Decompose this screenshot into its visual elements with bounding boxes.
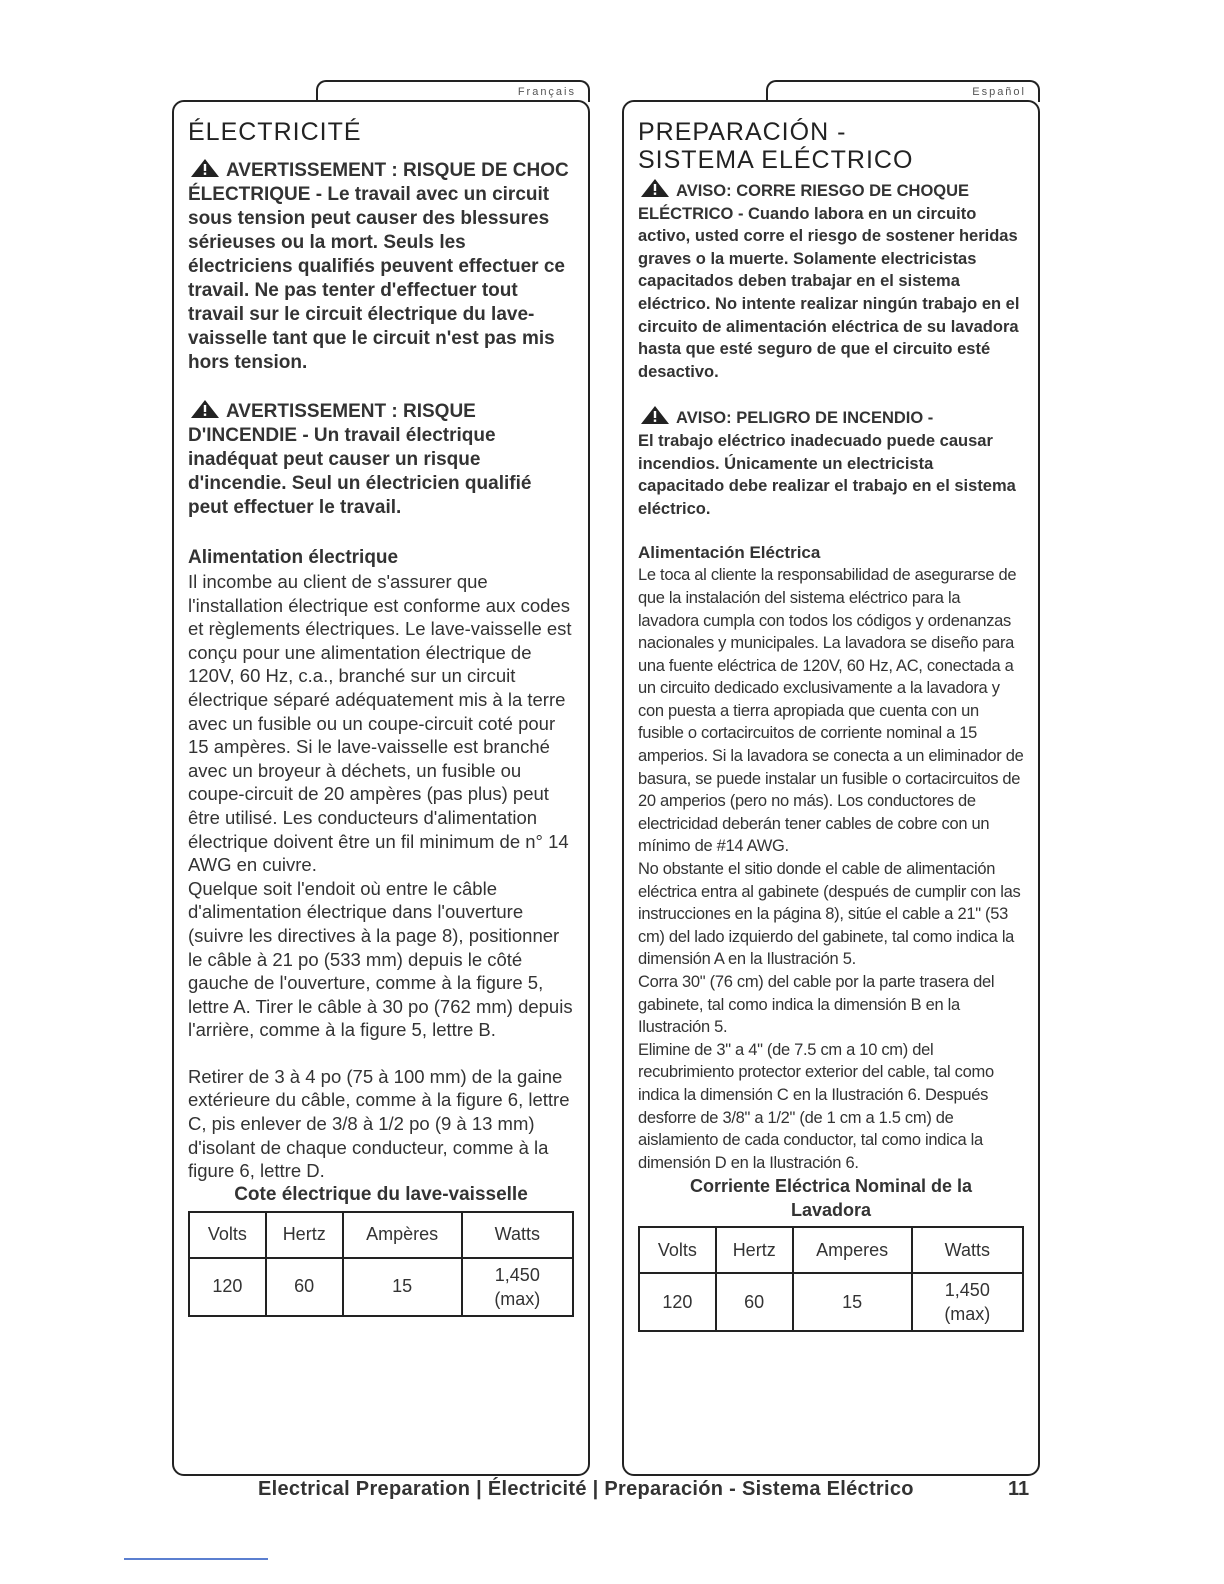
warning-triangle-icon xyxy=(188,399,222,419)
spanish-paragraph-1: Le toca al cliente la responsabilidad de asegurarse de que la instalación del sistema eléctrico para la lavadora cumpla con todos los códigos y ordenanzas nacionales y municipales. La lavadora se diseño para una fuente eléctrica de 120V, 60 Hz, AC, conectada a un circuito dedicado exclusivamente a la lavadora y con puesta a tierra apropiada que cuenta con un fusible o cortacircuitos de corriente nominal a 15 amperios. Si la lavadora se conecta a un eliminador de basura, se puede instalar un fusible o cortacircuitos de 20 amperios (pero no más). Los conductores de electricidad deberán tener cables de cobre con un mínimo de #14 AWG. No obstante el sitio donde el cable de alimentación eléctrica entra al gabinete (después de cumplir con las instrucciones en la página 8), sitúe el cable a 21" (53 cm) del lado izquierdo del gabinete, tal como indica la dimensión A en la Ilustración 5. Corra 30" (76 cm) del cable por la parte trasera del gabinete, tal como indica la dimensión B en la Ilustración 5. Elimine de 3" a 4" (de 7.5 cm a 10 cm) del recubrimiento protector exterior del cable, tal como indica la dimensión C en la Ilustración 6. Después desforre de 3/8" a 1/2" (de 1 cm a 1.5 cm) de aislamiento de cada conductor, tal como indica la dimensión D en la Ilustración 6. xyxy=(638,566,1024,1172)
table-row xyxy=(189,1258,573,1316)
warning-triangle-icon xyxy=(638,405,672,425)
spanish-language-label: Español xyxy=(972,86,1026,98)
french-warning-shock xyxy=(188,158,574,375)
warning-triangle-icon xyxy=(188,158,222,178)
table-row xyxy=(639,1227,1023,1273)
french-paragraph-1: Il incombe au client de s'assurer que l'installation électrique est conforme aux codes et règlements électriques. Le lave-vaisselle est conçu pour une alimentation électrique de 120V, 60 Hz, c.a., branché sur un circuit électrique séparé adéquatement mis à la terre avec un fusible ou un coupe-circuit coté pour 15 ampères. Si le lave-vaisselle est branché avec un broyeur à déchets, un fusible ou coupe-circuit de 20 ampères (pas plus) peut être utilisé. Les conducteurs d'alimentation électrique doivent être un fil minimum de n° 14 AWG en cuivre. Quelque soit l'endoit où entre le câble d'alimentation électrique dans l'ouverture (suivre les directives à la page 8), positionner le câble à 21 po (533 mm) depuis le côté gauche de l'ouverture, comme à la figure 5, lettre A. Tirer le câble à 30 po (762 mm) depuis l'arrière, comme à la figure 5, lettre B. xyxy=(188,571,573,1041)
spanish-table-title: Corriente Eléctrica Nominal de la Lavadora xyxy=(689,1176,973,1221)
spanish-rating-table xyxy=(638,1226,1024,1332)
table-row xyxy=(189,1212,573,1258)
spanish-warning-fire-text: El trabajo eléctrico inadecuado puede causar incendios. Únicamente un electricista capacitado debe realizar el trabajo en el sistema eléctrico. xyxy=(638,431,1016,518)
french-rating-table xyxy=(188,1211,574,1317)
table-header-cell: Amperes xyxy=(793,1227,912,1273)
table-header-cell: Watts xyxy=(912,1227,1023,1273)
spanish-column xyxy=(622,100,1040,1476)
french-table-title: Cote électrique du lave-vaisselle xyxy=(234,1183,528,1205)
table-cell: 60 xyxy=(716,1273,793,1331)
table-header-cell: Hertz xyxy=(716,1227,793,1273)
french-title: ÉLECTRICITÉ xyxy=(188,118,362,146)
french-warning-shock-text: - Le travail avec un circuit sous tension peut causer des blessures sérieuses ou la mort. Seuls les électriciens qualifiés peuvent effectuer ce travail. Ne pas tenter d'effectuer tout travail sur le circuit électrique du lave-vaisselle tant que le circuit n'est pas mis hors tension. xyxy=(188,184,565,373)
watts-max-note: (max) xyxy=(494,1288,541,1309)
french-language-label: Français xyxy=(517,86,576,98)
table-cell xyxy=(462,1258,573,1316)
watts-value: 1,450 xyxy=(944,1280,990,1301)
warning-triangle-icon xyxy=(638,178,672,198)
table-header-cell: Watts xyxy=(462,1212,573,1258)
spanish-warning-fire xyxy=(638,405,1024,520)
table-cell xyxy=(912,1273,1023,1331)
spanish-language-tab xyxy=(766,80,1040,102)
french-paragraph-2: Retirer de 3 à 4 po (75 à 100 mm) de la gaine extérieure du câble, comme à la figure 6, lettre C, pis enlever de 3/8 à 1/2 po (9 à 13 mm) d'isolant de chaque conducteur, comme à la figure 6, lettre D. xyxy=(188,1065,570,1182)
french-warning-fire-text: - Un travail électrique inadéquat peut causer un risque d'incendie. Seul un électricien qualifié peut effectuer le travail. xyxy=(188,425,532,518)
table-cell: 15 xyxy=(793,1273,912,1331)
table-cell: 60 xyxy=(266,1258,343,1316)
table-cell: 120 xyxy=(639,1273,716,1331)
table-cell: 120 xyxy=(189,1258,266,1316)
french-warning-fire xyxy=(188,399,574,520)
spanish-warning-shock xyxy=(638,178,1024,383)
spanish-title: PREPARACIÓN - SISTEMA ELÉCTRICO xyxy=(638,118,914,174)
table-header-cell: Hertz xyxy=(266,1212,343,1258)
page-footer: Electrical Preparation | Électricité | Preparación - Sistema Eléctrico xyxy=(258,1478,914,1500)
watts-value: 1,450 xyxy=(494,1264,540,1285)
table-cell: 15 xyxy=(343,1258,462,1316)
french-warning-fire-heading: AVERTISSEMENT : RISQUE D'INCENDIE xyxy=(188,401,476,446)
footer-divider xyxy=(124,1558,268,1560)
table-header-cell: Volts xyxy=(189,1212,266,1258)
french-warning-shock-heading: AVERTISSEMENT : RISQUE DE CHOC ÉLECTRIQUE xyxy=(188,160,569,205)
table-row xyxy=(639,1273,1023,1331)
table-header-cell: Volts xyxy=(639,1227,716,1273)
page-number: 11 xyxy=(1008,1478,1030,1500)
table-header-cell: Ampères xyxy=(343,1212,462,1258)
spanish-warning-shock-heading: AVISO: CORRE RIESGO DE CHOQUE ELÉCTRICO xyxy=(638,182,970,223)
spanish-warning-shock-text: - Cuando labora en un circuito activo, usted corre el riesgo de sostener heridas graves o la muerte. Solamente electricistas capacitados deben trabajar en el sistema eléctrico. No intente realizar ningún trabajo en el circuito de alimentación eléctrica de su lavadora hasta que esté seguro de que el circuito esté desactivo. xyxy=(638,204,1020,381)
french-column xyxy=(172,100,590,1476)
spanish-warning-fire-heading: AVISO: PELIGRO DE INCENDIO - xyxy=(676,409,934,428)
french-subheading: Alimentation électrique xyxy=(188,547,399,568)
french-language-tab xyxy=(316,80,590,102)
watts-max-note: (max) xyxy=(944,1304,991,1325)
spanish-subheading: Alimentación Eléctrica xyxy=(638,543,821,563)
